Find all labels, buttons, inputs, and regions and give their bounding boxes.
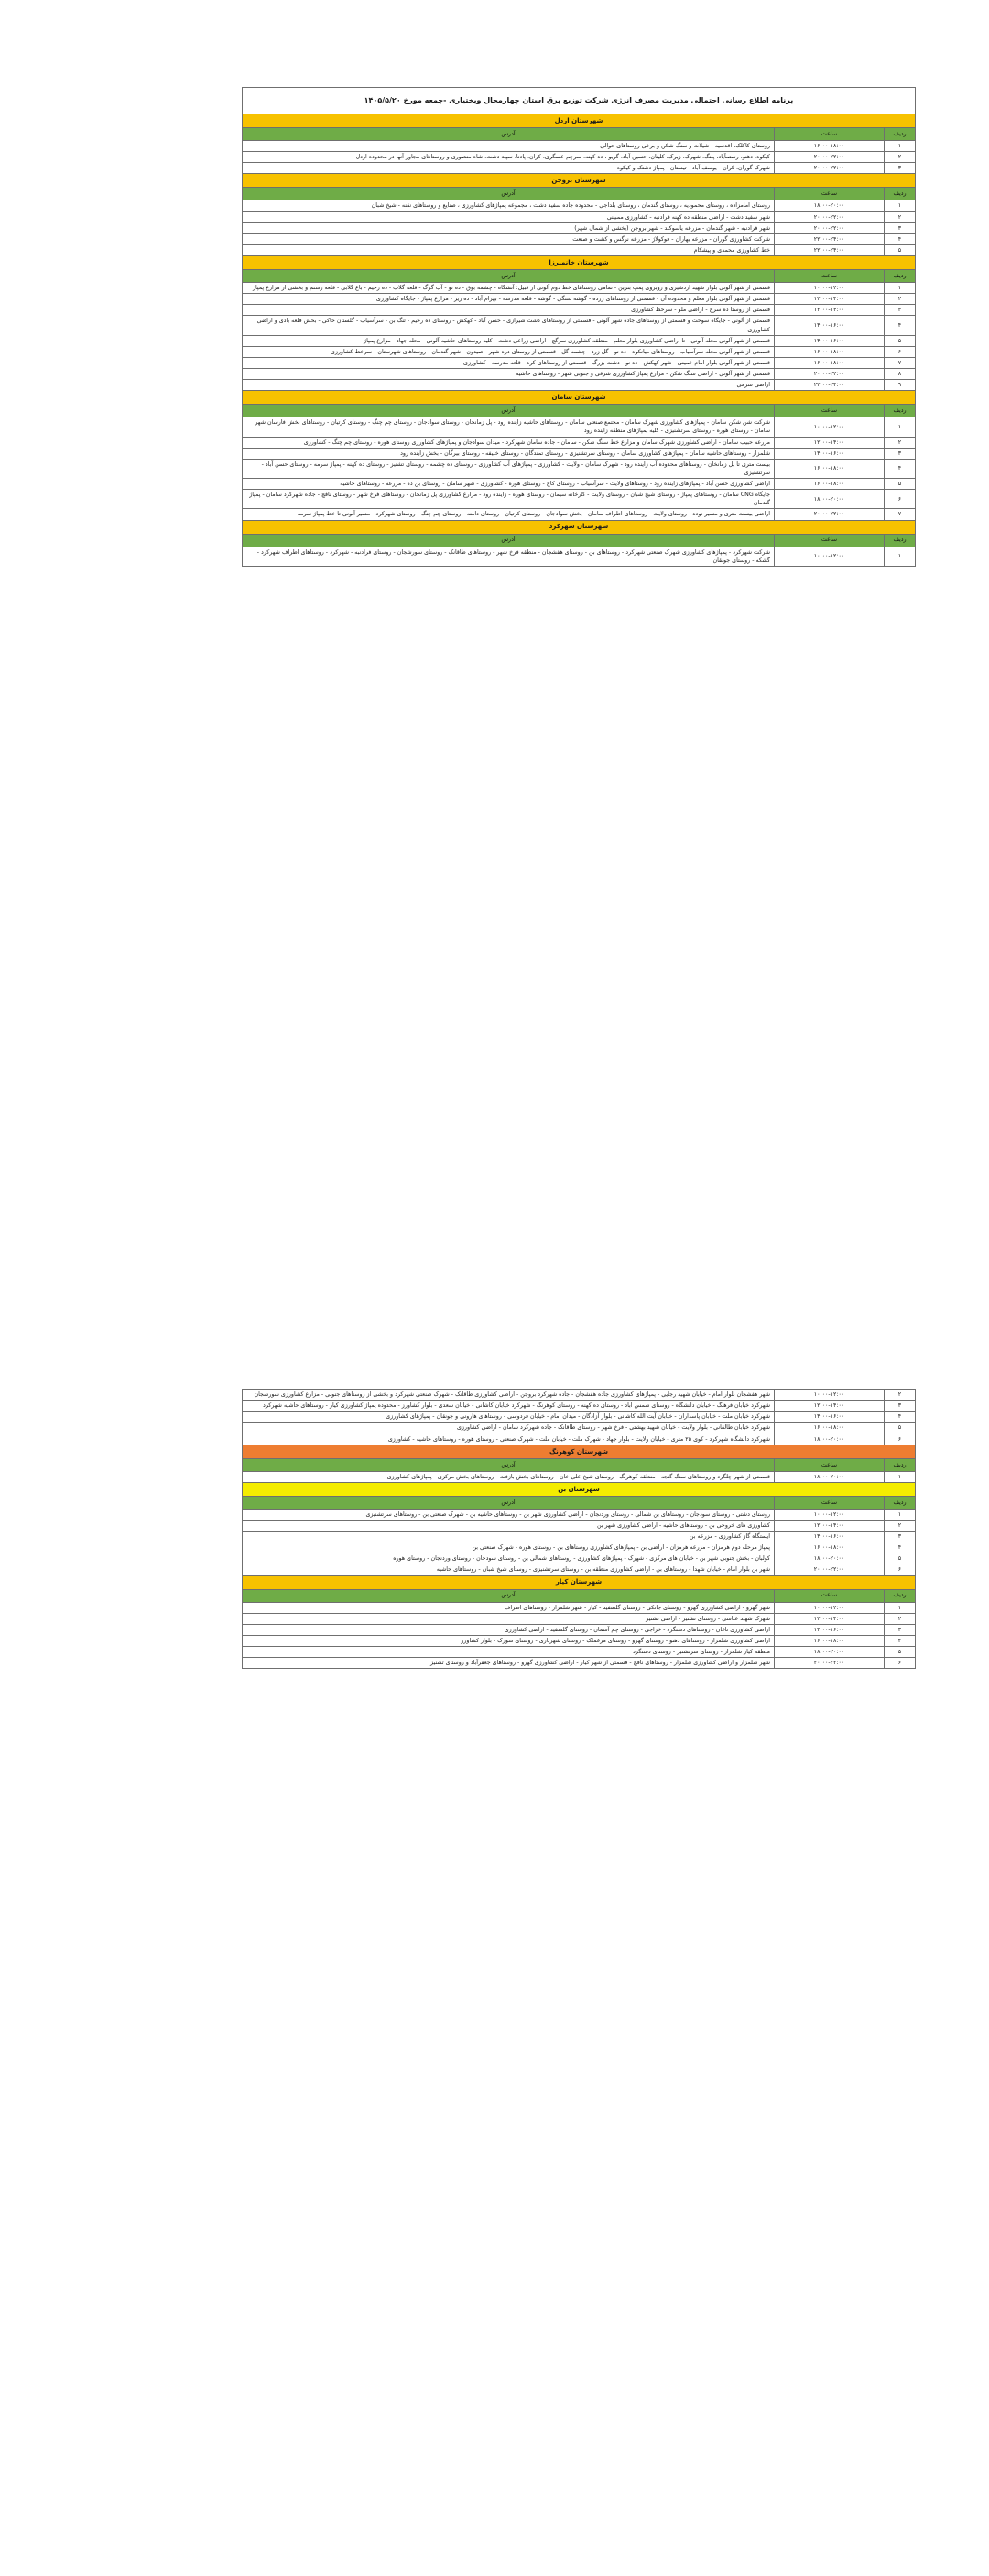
time-range: ۱۶:۰۰-۱۸:۰۰: [775, 459, 885, 478]
row-number: ۳: [885, 163, 916, 174]
table-row: [243, 1412, 916, 1423]
row-number: ۸: [885, 369, 916, 380]
row-number: ۱: [885, 417, 916, 437]
table-row: [242, 509, 915, 520]
row-number: ۶: [885, 1658, 916, 1669]
outage-address: کیکوه، دهنو، رستمآباد، پلنگ، شهرک، زیرک، کلیتان، حسین آباد، گریو ، ده کهنه، سرچم عسگری، کران، پادنا، سپید دشت، شاه منصوری و روستاهای مجاور آنها در محدوده اردل: [242, 152, 774, 163]
time-range: ۱۴:۰۰-۱۶:۰۰: [775, 1412, 885, 1423]
column-header-row: [243, 1458, 916, 1471]
time-range: ۲۲:۰۰-۲۴:۰۰: [775, 244, 885, 255]
time-range: ۲۰:۰۰-۲۲:۰۰: [775, 509, 885, 520]
county-row: [242, 256, 915, 270]
row-number: ۲: [885, 437, 916, 448]
time-range: ۱۰:۰۰-۱۲:۰۰: [775, 1390, 885, 1401]
table-row: [242, 200, 915, 211]
outage-address: شهرک شهید عباسی - روستای تشنیز - اراضی تشنیز: [243, 1613, 775, 1624]
county-name: شهرستان بن: [243, 1482, 916, 1496]
county-name: شهرستان اردل: [242, 114, 915, 128]
table-row: [242, 380, 915, 391]
table-row: [243, 1423, 916, 1434]
page-two: [243, 1389, 916, 1669]
county-name: شهرستان شهرکرد: [242, 520, 915, 534]
time-range: ۱۰:۰۰-۱۲:۰۰: [775, 1509, 885, 1520]
time-range: ۲۰:۰۰-۲۲:۰۰: [775, 369, 885, 380]
time-range: ۱۲:۰۰-۱۴:۰۰: [775, 305, 885, 316]
radif-header: ردیف: [885, 1496, 916, 1509]
radif-header: ردیف: [885, 188, 916, 200]
outage-address: قسمتی از شهر آلونی - اراضی سنگ شکن - مزارع پمپاژ کشاورزی شرقی و جنوبی شهر - روستاهای حاشیه: [242, 369, 774, 380]
outage-address: پمپاژ مرحله دوم هرمزان - مزرعه هرمزان - اراضی بن - پمپاژهای کشاورزی روستاهای بن - روستای هوره - شهرک صنعتی بن: [243, 1542, 775, 1553]
time-header: ساعت: [775, 534, 885, 547]
county-row: [243, 1575, 916, 1589]
time-range: ۲۰:۰۰-۲۲:۰۰: [775, 1658, 885, 1669]
row-number: ۵: [885, 1423, 916, 1434]
time-range: ۱۸:۰۰-۲۰:۰۰: [775, 1553, 885, 1564]
row-number: ۳: [885, 1401, 916, 1412]
time-range: ۱۲:۰۰-۱۴:۰۰: [775, 437, 885, 448]
row-number: ۴: [885, 316, 916, 335]
document-title: برنامه اطلاع رسانی احتمالی مدیریت مصرف انرژی شرکت توزیع برق استان چهارمحال وبختیاری -جمعه مورخ ۱۴۰۵/۵/۲۰: [242, 88, 915, 114]
time-range: ۱۴:۰۰-۱۶:۰۰: [775, 335, 885, 346]
table-row: [242, 490, 915, 509]
table-row: [242, 211, 915, 222]
time-range: ۱۶:۰۰-۱۸:۰۰: [775, 1423, 885, 1434]
time-header: ساعت: [775, 270, 885, 283]
outage-address: کشاورزی های خروجی بن - روستاهای حاشیه - اراضی کشاورزی شهر بن: [243, 1520, 775, 1531]
outage-address: شهرکرد خیابان ملت - خیابان پاسداران - خیابان آیت الله کاشانی - بلوار آزادگان - میدان امام - خیابان فردوسی - روستاهای هارونی و جونقان - پمپاژهای کشاورزی: [243, 1412, 775, 1423]
row-number: ۱: [885, 283, 916, 294]
table-row: [243, 1401, 916, 1412]
outage-address: اراضی کشاورزی شلمزار - روستاهای دهنو - روستای گهرو - روستای مرغملک - روستای شهریاری - روستای سورک - بلوار کشاورز: [243, 1635, 775, 1646]
outage-address: قسمتی از شهر آلونی بلوار معلم و محدوده آن - قسمتی از روستاهای زرده - گوشه سنگی - گوشه - قلعه مدرسه - بهرام آباد - ده زیر - مزارع پمپاژ - جایگاه کشاورزی: [242, 294, 774, 305]
row-number: ۲: [885, 152, 916, 163]
time-header: ساعت: [775, 128, 885, 141]
outage-address: بیست متری تا پل زمانخان - روستاهای محدوده آب زاینده رود - شهرک سامان - ولایت - کشاورزی - پمپاژهای آب کشاورزی - روستای ده چشمه - روستای تشنیز - روستای ده کهنه - پمپاژ سرمه - روستای حسن آباد - سرتشنیزی: [242, 459, 774, 478]
time-range: ۲۰:۰۰-۲۲:۰۰: [775, 152, 885, 163]
row-number: ۵: [885, 244, 916, 255]
time-range: ۱۶:۰۰-۱۸:۰۰: [775, 479, 885, 490]
row-number: ۲: [885, 211, 916, 222]
schedule-table-page-two: [242, 1389, 916, 1669]
time-header: ساعت: [775, 1589, 885, 1602]
time-range: ۱۲:۰۰-۱۴:۰۰: [775, 1613, 885, 1624]
table-row: [242, 244, 915, 255]
county-name: شهرستان سامان: [242, 391, 915, 405]
table-row: [242, 163, 915, 174]
outage-address: جایگاه CNG سامان - روستاهای پمپاژ - روستای شیخ شبان - روستای ولایت - کارخانه سیمان - روستای هوره - زاینده رود - مزارع کشاورزی پل زمانخان - روستاهای فرخ شهر - روستای نافچ - جاده شهرکرد سامان - پمپاژ گندمان: [242, 490, 774, 509]
outage-address: اراضی سرمی: [242, 380, 774, 391]
outage-address: شهر گهرو - اراضی کشاورزی گهرو - روستای جانکی - روستای گلسفید - کیار - شهر شلمزار - روستاهای اطراف: [243, 1602, 775, 1613]
outage-address: قسمتی از شهر آلونی بلوار امام خمینی - شهر کهکش - ده نو - دشت بزرگ - قسمتی از روستاهای کره - قلعه مدرسه - کشاورزی: [242, 357, 774, 368]
outage-address: قسمتی از شهر آلونی محله سرآسیاب - روستاهای میانکوه - ده نو - گل زرد - چشمه گل - قسمتی از روستای دره شهر - صیدون - شهر گندمان - روستاهای شهرستان - سرخط کشاورزی: [242, 346, 774, 357]
outage-address: قسمتی از آلونی - جایگاه سوخت و قسمتی از روستاهای جاده شهر آلونی - قسمتی از روستاهای دشت شیرازی - حسن آباد - کهکش - روستای ده رحیم - تنگ بن - سرآسیاب - گلستان خاکی - بخش قلعه بادی و اراضی کشاورزی: [242, 316, 774, 335]
address-header: آدرس: [243, 1496, 775, 1509]
outage-address: شهر بن بلوار امام - خیابان شهدا - روستاهای بن - اراضی کشاورزی منطقه بن - روستای سرتشنیزی - روستای شیخ شبان - روستاهای حاشیه: [243, 1564, 775, 1575]
table-row: [243, 1613, 916, 1624]
table-row: [243, 1542, 916, 1553]
time-range: ۲۰:۰۰-۲۲:۰۰: [775, 222, 885, 233]
time-range: ۲۲:۰۰-۲۴:۰۰: [775, 380, 885, 391]
address-header: آدرس: [242, 128, 774, 141]
outage-address: روستای امامزاده ، روستای محمودیه ، روستای گندمان ، روستای بلداجی - محدوده جاده سفید دشت ، مجموعه پمپاژهای کشاورزی ، صنایع و روستاهای نقنه - شیخ شبان: [242, 200, 774, 211]
table-row: [243, 1647, 916, 1658]
county-name: شهرستان خانمیرزا: [242, 256, 915, 270]
table-row: [242, 357, 915, 368]
outage-address: روستای دشتی - روستای سودجان - روستاهای بن شمالی - روستای وردنجان - اراضی کشاورزی شهر بن - روستاهای حاشیه بن - شهرک صنعتی بن - روستاهای سرتشنیزی: [243, 1509, 775, 1520]
time-range: ۲۲:۰۰-۲۴:۰۰: [775, 233, 885, 244]
time-range: ۱۶:۰۰-۱۸:۰۰: [775, 357, 885, 368]
time-range: ۲۰:۰۰-۲۲:۰۰: [775, 163, 885, 174]
table-row: [243, 1390, 916, 1401]
outage-address: شهرکرد خیابان طالقانی - بلوار ولایت - خیابان شهید بهشتی - فرخ شهر - روستای طاقانک - جاده شهرکرد سامان - اراضی کشاورزی: [243, 1423, 775, 1434]
time-range: ۱۰:۰۰-۱۲:۰۰: [775, 1602, 885, 1613]
table-row: [243, 1602, 916, 1613]
row-number: ۴: [885, 1412, 916, 1423]
time-range: ۱۴:۰۰-۱۶:۰۰: [775, 1532, 885, 1542]
row-number: ۵: [885, 1553, 916, 1564]
row-number: ۲: [885, 1613, 916, 1624]
table-row: [242, 294, 915, 305]
time-header: ساعت: [775, 1458, 885, 1471]
table-row: [242, 346, 915, 357]
row-number: ۵: [885, 1647, 916, 1658]
time-range: ۱۶:۰۰-۱۸:۰۰: [775, 141, 885, 152]
page-one: [243, 87, 916, 567]
row-number: ۲: [885, 294, 916, 305]
document-title-row: [242, 88, 915, 114]
row-number: ۳: [885, 1624, 916, 1635]
table-row: [242, 305, 915, 316]
outage-address: شهر سفید دشت - اراضی منطقه ده کهنه فرادنبه - کشاورزی ممبینی: [242, 211, 774, 222]
address-header: آدرس: [243, 1458, 775, 1471]
outage-address: اراضی بیست متری و مسیر نوده - روستای ولایت - روستاهای اطراف سامان - بخش سوادجان - روستای کرتیان - روستای دامنه - روستای چم چنگ - روستای شهرکرد - مسیر آلونی تا خط پمپاژ سرمه: [242, 509, 774, 520]
outage-address: قسمتی از شهر آلونی محله آلونی - تا اراضی کشاورزی بلوار معلم - منطقه کشاورزی سرگچ - اراضی زراعی دشت - کلیه روستاهای حاشیه آلونی - محله جهاد - مزارع پمپاژ: [242, 335, 774, 346]
outage-address: ایستگاه گاز کشاورزی - مزرعه بن: [243, 1532, 775, 1542]
row-number: ۶: [885, 1564, 916, 1575]
row-number: ۴: [885, 1635, 916, 1646]
outage-address: قسمتی از شهر چلگرد و روستاهای سنگ گنجه - منطقه کوهرنگ - روستای شیخ علی خان - روستاهای بخش بازفت - روستاهای بخش مرکزی - پمپاژهای کشاورزی: [243, 1471, 775, 1482]
row-number: ۳: [885, 222, 916, 233]
row-number: ۲: [885, 1520, 916, 1531]
time-range: ۱۲:۰۰-۱۴:۰۰: [775, 294, 885, 305]
time-range: ۱۸:۰۰-۲۰:۰۰: [775, 1647, 885, 1658]
row-number: ۴: [885, 459, 916, 478]
outage-address: خط کشاورزی محمدی و پیشکام: [242, 244, 774, 255]
row-number: ۱: [885, 547, 916, 566]
table-row: [242, 283, 915, 294]
table-row: [243, 1658, 916, 1669]
table-row: [243, 1553, 916, 1564]
outage-address: شرکت شهرکرد - پمپاژهای کشاورزی شهرک صنعتی شهرکرد - روستاهای بن - روستای هفشجان - منطقه فرخ شهر - روستاهای طاقانک - روستای سورشجان - روستای فرادنبه - شهرکرد - روستاهای اطراف شهرکرد - گشکه - روستای جونقان: [242, 547, 774, 566]
address-header: آدرس: [242, 188, 774, 200]
table-row: [242, 222, 915, 233]
outage-address: قسمتی از روستا ده سرخ - اراضی ملو - سرخط کشاورزی: [242, 305, 774, 316]
radif-header: ردیف: [885, 1458, 916, 1471]
row-number: ۱: [885, 200, 916, 211]
address-header: آدرس: [242, 270, 774, 283]
table-row: [242, 479, 915, 490]
outage-address: شرکت کشاورزی گوران - مزرعه بهاران - فوکولاژ - مزرعه نرگس و کشت و صنعت: [242, 233, 774, 244]
outage-address: اراضی کشاورزی حسن آباد - پمپاژهای زاینده رود - روستاهای ولایت - سرآسیاب - روستای کاج - روستای هوره - کشاورزی - شهر سامان - روستای بن ده - مزرعه - روستاهای حاشیه: [242, 479, 774, 490]
row-number: ۱: [885, 1509, 916, 1520]
schedule-table-page-one: [242, 87, 916, 567]
row-number: ۴: [885, 1542, 916, 1553]
column-header-row: [242, 188, 915, 200]
radif-header: ردیف: [885, 534, 916, 547]
time-range: ۱۴:۰۰-۱۶:۰۰: [775, 316, 885, 335]
table-row: [242, 417, 915, 437]
time-range: ۱۰:۰۰-۱۲:۰۰: [775, 417, 885, 437]
county-name: شهرستان کوهرنگ: [243, 1445, 916, 1458]
county-row: [242, 520, 915, 534]
row-number: ۷: [885, 509, 916, 520]
table-row: [242, 369, 915, 380]
table-row: [243, 1520, 916, 1531]
time-range: ۱۰:۰۰-۱۲:۰۰: [775, 547, 885, 566]
row-number: ۶: [885, 1434, 916, 1445]
table-row: [242, 547, 915, 566]
row-number: ۱: [885, 1602, 916, 1613]
time-header: ساعت: [775, 188, 885, 200]
county-row: [243, 1445, 916, 1458]
time-range: ۱۶:۰۰-۱۸:۰۰: [775, 346, 885, 357]
outage-address: اراضی کشاورزی ناغان - روستاهای دستگرد - خراجی - روستای چم آسمان - روستای گلسفید - اراضی کشاورزی: [243, 1624, 775, 1635]
county-name: شهرستان کیار: [243, 1575, 916, 1589]
row-number: ۴: [885, 233, 916, 244]
county-name: شهرستان بروجن: [242, 174, 915, 188]
time-range: ۱۴:۰۰-۱۶:۰۰: [775, 448, 885, 459]
radif-header: ردیف: [885, 128, 916, 141]
row-number: ۲: [885, 1390, 916, 1401]
time-range: ۲۰:۰۰-۲۲:۰۰: [775, 211, 885, 222]
table-row: [243, 1509, 916, 1520]
outage-address: منطقه کیار شلمزار - روستای سرتشنیز - روستای دستگرد: [243, 1647, 775, 1658]
outage-address: شهرک گوران، کران - یوسف آباد - تیستان - پمپاژ دشتک و کیکوه: [242, 163, 774, 174]
time-range: ۱۶:۰۰-۱۸:۰۰: [775, 1542, 885, 1553]
radif-header: ردیف: [885, 270, 916, 283]
time-range: ۲۰:۰۰-۲۲:۰۰: [775, 1564, 885, 1575]
county-row: [242, 114, 915, 128]
county-row: [243, 1482, 916, 1496]
time-header: ساعت: [775, 1496, 885, 1509]
row-number: ۵: [885, 479, 916, 490]
outage-address: شهرکرد دانشگاه شهرکرد - کوی ۲۵ متری - خیابان ولایت - بلوار جهاد - شهرک ملت - خیابان ملت - شهرک صنعتی - روستای هوره - روستاهای حاشیه - کشاورزی: [243, 1434, 775, 1445]
address-header: آدرس: [242, 405, 774, 417]
row-number: ۹: [885, 380, 916, 391]
outage-address: شهر هفشجان بلوار امام - خیابان شهید رجایی - پمپاژهای کشاورزی جاده هفشجان - جاده شهرکرد بروجن - اراضی کشاورزی طاقانک - شهرک صنعتی شهرکرد و بخشی از روستاهای جنوبی - مزارع کشاورزی سورشجان: [243, 1390, 775, 1401]
outage-address: شهر شلمزار و اراضی کشاورزی شلمزار - روستاهای نافچ - قسمتی از شهر کیار - اراضی کشاورزی گهرو - روستاهای جعفرآباد و روستای تشنیز: [243, 1658, 775, 1669]
row-number: ۷: [885, 357, 916, 368]
table-row: [242, 437, 915, 448]
radif-header: ردیف: [885, 405, 916, 417]
county-row: [242, 174, 915, 188]
time-header: ساعت: [775, 405, 885, 417]
outage-address: شلمزار - روستاهای حاشیه سامان - پمپاژهای کشاورزی سامان - روستای سرتشنیزی - روستای تمندگان - روستای خلیفه - روستای بیرگان - بخش زاینده رود: [242, 448, 774, 459]
table-row: [243, 1564, 916, 1575]
outage-address: مزرعه حبیب سامان - اراضی کشاورزی شهرک سامان و مزارع خط سنگ شکن - سامان - جاده سامان شهرکرد - میدان سوادجان و پمپاژهای کشاورزی روستای هوره - روستای چم چنگ - کشاورزی: [242, 437, 774, 448]
radif-header: ردیف: [885, 1589, 916, 1602]
column-header-row: [242, 534, 915, 547]
row-number: ۳: [885, 1532, 916, 1542]
table-row: [242, 141, 915, 152]
address-header: آدرس: [243, 1589, 775, 1602]
table-row: [242, 335, 915, 346]
column-header-row: [242, 128, 915, 141]
row-number: ۶: [885, 346, 916, 357]
time-range: ۱۶:۰۰-۱۸:۰۰: [775, 1635, 885, 1646]
row-number: ۱: [885, 1471, 916, 1482]
time-range: ۱۴:۰۰-۱۶:۰۰: [775, 1624, 885, 1635]
row-number: ۳: [885, 448, 916, 459]
row-number: ۶: [885, 490, 916, 509]
time-range: ۱۸:۰۰-۲۰:۰۰: [775, 200, 885, 211]
row-number: ۵: [885, 335, 916, 346]
table-row: [242, 448, 915, 459]
county-row: [242, 391, 915, 405]
time-range: ۱۰:۰۰-۱۲:۰۰: [775, 283, 885, 294]
table-row: [242, 152, 915, 163]
outage-address: روستای کاکلک، اقدسیه - شیلات و سنگ شکن و برخی روستاهای حوالی: [242, 141, 774, 152]
column-header-row: [243, 1496, 916, 1509]
row-number: ۳: [885, 305, 916, 316]
time-range: ۱۸:۰۰-۲۰:۰۰: [775, 1434, 885, 1445]
table-row: [242, 459, 915, 478]
address-header: آدرس: [242, 534, 774, 547]
table-row: [243, 1471, 916, 1482]
outage-address: شهر فرادنبه - شهر گندمان - مزرعه یاسوکند - شهر بروجن (بخشی از شمال شهر): [242, 222, 774, 233]
table-row: [243, 1624, 916, 1635]
outage-address: شرکت شن شکن سامان - پمپاژهای کشاورزی شهرک سامان - مجتمع صنعتی سامان - روستاهای حاشیه زاینده رود - پل زمانخان - روستای سوادجان - روستای چم چنگ - روستای کرتیان - روستاهای بخش فارسان شهر سامان - روستای هوره - روستای سرتشنیزی - کلیه پمپاژهای منطقه زاینده رود: [242, 417, 774, 437]
outage-address: کولبان - بخش جنوبی شهر بن - خیابان های مرکزی - شهرک - پمپاژهای کشاورزی - روستاهای شمالی بن - روستای سودجان - روستای وردنجان - روستای هوره: [243, 1553, 775, 1564]
table-row: [243, 1635, 916, 1646]
row-number: ۱: [885, 141, 916, 152]
table-row: [243, 1532, 916, 1542]
column-header-row: [242, 270, 915, 283]
table-row: [242, 316, 915, 335]
time-range: ۱۲:۰۰-۱۴:۰۰: [775, 1520, 885, 1531]
time-range: ۱۲:۰۰-۱۴:۰۰: [775, 1401, 885, 1412]
time-range: ۱۸:۰۰-۲۰:۰۰: [775, 490, 885, 509]
outage-address: قسمتی از شهر آلونی بلوار شهید اردشیری و روبروی پمپ بنزین - تمامی روستاهای خط دوم آلونی از قبیل: آتشگاه - چشمه بوق - ده نو - آب گرگ - قلعه گلاب - ده رحیم - باغ گلابی - قلعه رستم و بخشی از مزارع پمپاژ: [242, 283, 774, 294]
column-header-row: [243, 1589, 916, 1602]
column-header-row: [242, 405, 915, 417]
time-range: ۱۸:۰۰-۲۰:۰۰: [775, 1471, 885, 1482]
table-row: [243, 1434, 916, 1445]
outage-address: شهرکرد خیابان فرهنگ - خیابان دانشگاه - روستای شمس آباد - روستای ده کهنه - روستای کوهرنگ - شهرکرد خیابان کاشانی - خیابان سعدی - بلوار کشاورز - محدوده پمپاژ کشاورزی کیار - روستاهای حاشیه شهرکرد: [243, 1401, 775, 1412]
table-row: [242, 233, 915, 244]
